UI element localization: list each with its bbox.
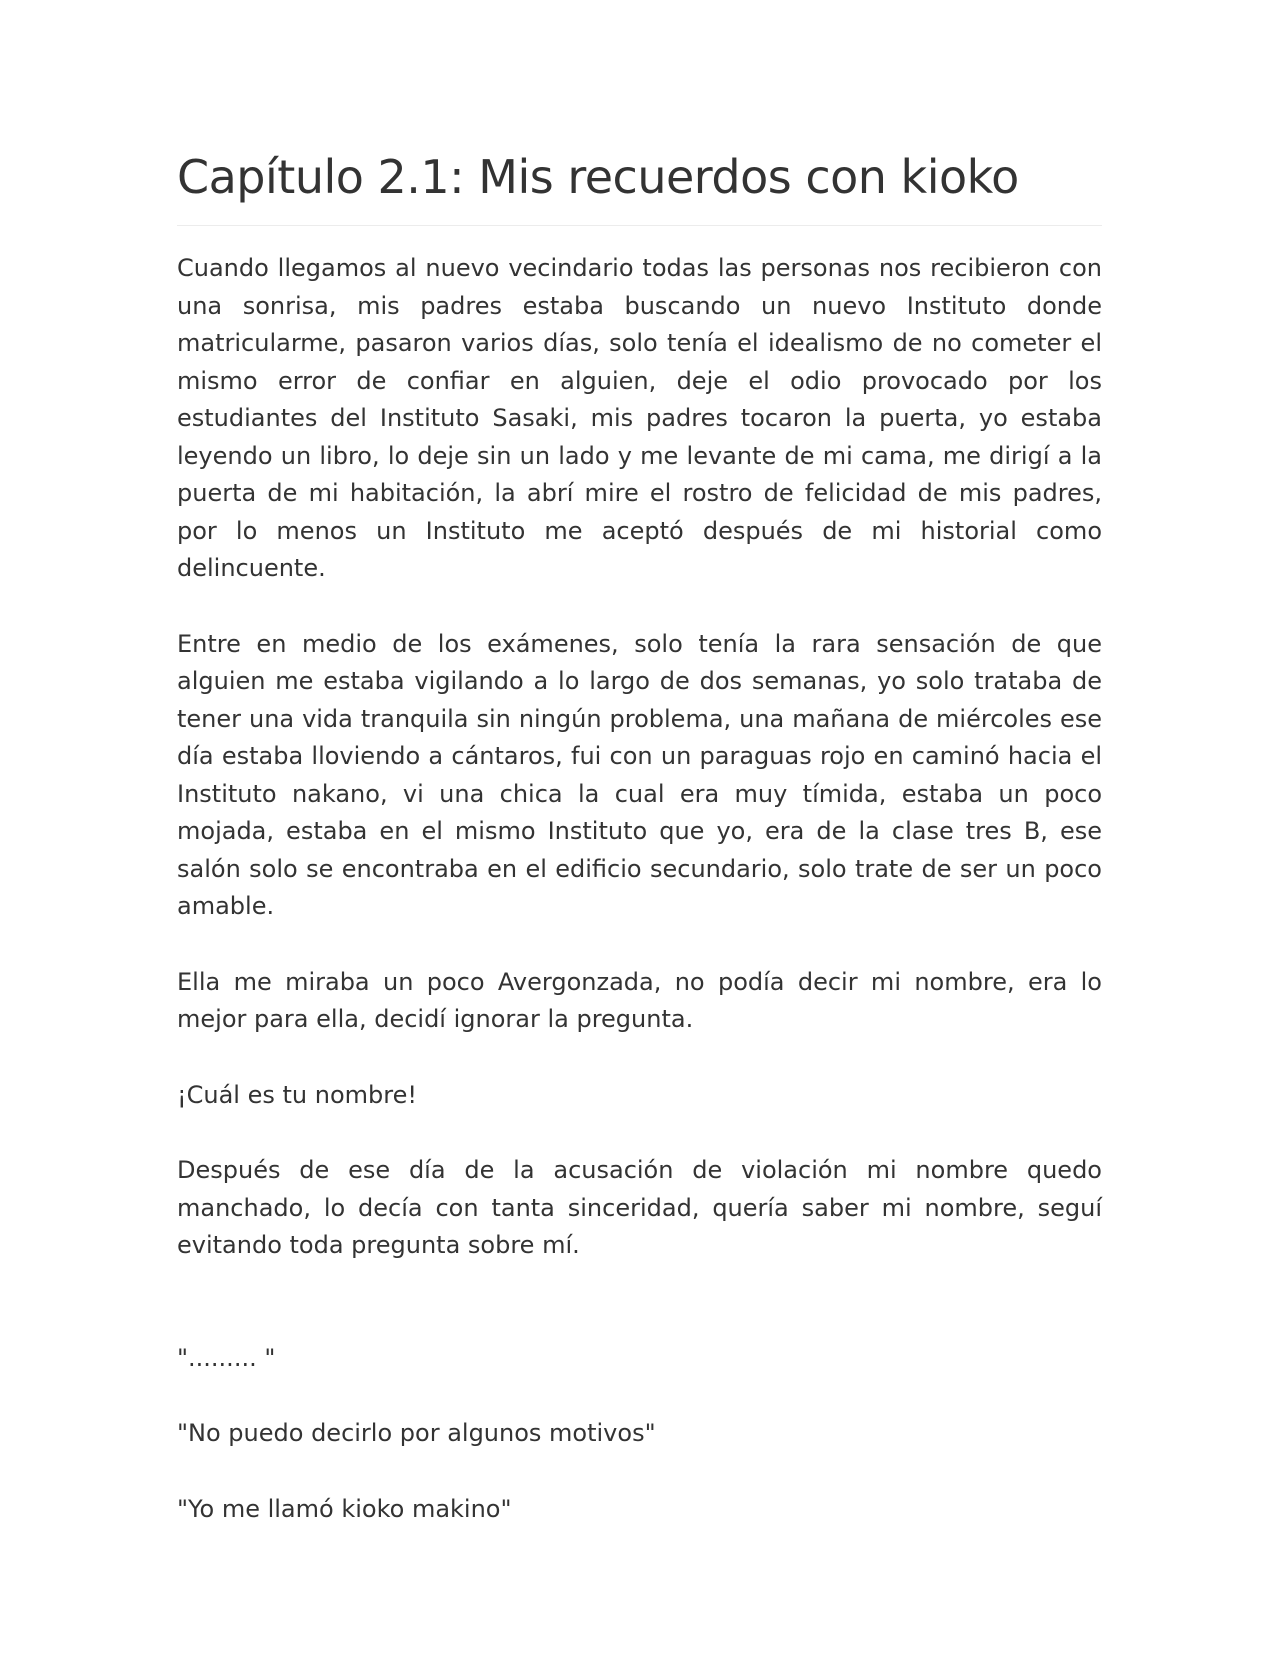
paragraph: Ella me miraba un poco Avergonzada, no podía decir mi nombre, era lo mejor para ella, decidí ignorar la pregunta. xyxy=(177,967,1102,1034)
paragraph: ¡Cuál es tu nombre! xyxy=(177,1080,417,1109)
dialogue-line: "Yo me llamó kioko makino" xyxy=(177,1494,512,1523)
chapter-title: Capítulo 2.1: Mis recuerdos con kioko xyxy=(177,150,1019,204)
chapter-page xyxy=(177,150,1102,1566)
dialogue-line: "No puedo decirlo por algunos motivos" xyxy=(177,1419,656,1448)
paragraph: Cuando llegamos al nuevo vecindario todas las personas nos recibieron con una sonrisa, mis padres estaba buscando un nuevo Instituto donde matricularme, pasaron varios días, solo tenía el idealismo de no cometer el mismo error de confiar en alguien, deje el odio provocado por los estudiantes del Instituto Sasaki, mis padres tocaron la puerta, yo estaba leyendo un libro, lo deje sin un lado y me levante de mi cama, me dirigí a la puerta de mi habitación, la abrí mire el rostro de felicidad de mis padres, por lo menos un Instituto me aceptó después de mi historial como delincuente. xyxy=(177,254,1102,583)
paragraph: Después de ese día de la acusación de violación mi nombre quedo manchado, lo decía con tanta sinceridad, quería saber mi nombre, seguí evitando toda pregunta sobre mí. xyxy=(177,1156,1102,1260)
title-divider xyxy=(177,225,1102,226)
chapter-content xyxy=(177,250,1102,1528)
dialogue-line: "......... " xyxy=(177,1343,276,1372)
paragraph: Entre en medio de los exámenes, solo tenía la rara sensación de que alguien me estaba vigilando a lo largo de dos semanas, yo solo trataba de tener una vida tranquila sin ningún problema, una mañana de miércoles ese día estaba lloviendo a cántaros, fui con un paraguas rojo en caminó hacia el Instituto nakano, vi una chica la cual era muy tímida, estaba un poco mojada, estaba en el mismo Instituto que yo, era de la clase tres B, ese salón solo se encontraba en el edificio secundario, solo trate de ser un poco amable. xyxy=(177,629,1102,921)
